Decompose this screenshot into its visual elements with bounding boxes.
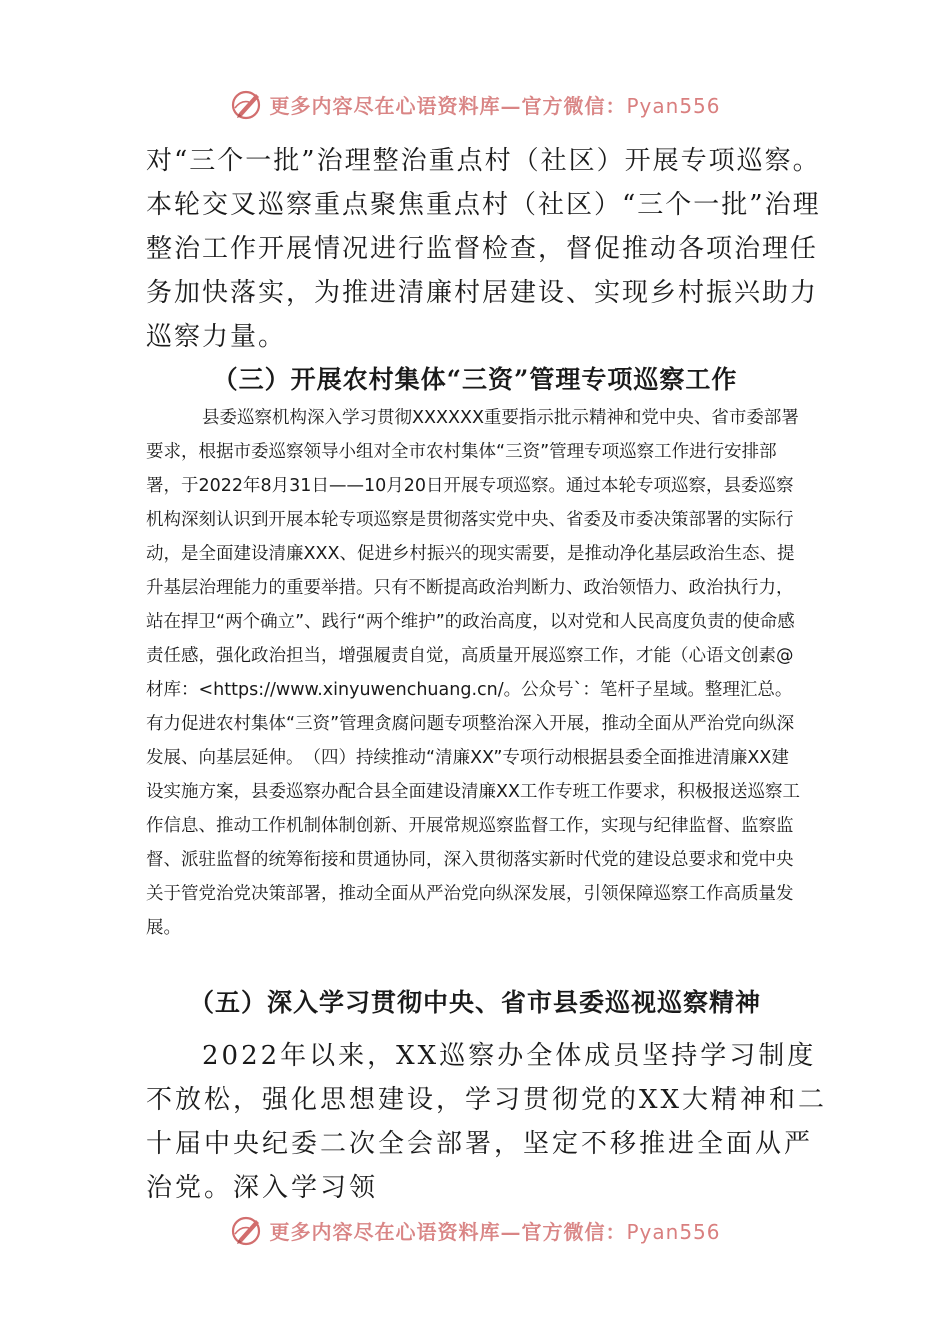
header-banner [0,84,950,124]
footer-banner [0,1210,950,1250]
section-heading-3: （三）开展农村集体“三资”管理专项巡察工作 [212,365,738,394]
section-heading-5: （五）深入学习贯彻中央、省市县委巡视巡察精神 [188,988,761,1017]
banner-text: 更多内容尽在心语资料库—官方微信：Pyan556 [269,93,721,118]
section-5-text-block [146,1034,836,1210]
pen-logo-icon [229,1212,265,1248]
section-5-paragraph: 2022年以来，XX巡察办全体成员坚持学习制度不放松，强化思想建设，学习贯彻党的XX大精神和二十届中央纪委二次全会部署，坚定不移推进全面从严治党。深入学习领 [146,1041,828,1203]
intro-text-block [146,139,836,359]
section-3-text-block [146,401,806,945]
section-3-paragraph: 县委巡察机构深入学习贯彻XXXXXX重要指示批示精神和党中央、省市委部署要求，根据市委巡察领导小组对全市农村集体“三资”管理专项巡察工作进行安排部署，于2022年8月31日——10月20日开展专项巡察。通过本轮专项巡察，县委巡察机构深刻认识到开展本轮专项巡察是贯彻落实党中央、省委及市委决策部署的实际行动，是全面建设清廉XXX、促进乡村振兴的现实需要，是推动净化基层政治生态、提升基层治理能力的重要举措。只有不断提高政治判断力、政治领悟力、政治执行力，站在捍卫“两个确立”、践行“两个维护”的政治高度，以对党和人民高度负责的使命感责任感，强化政治担当，增强履责自觉，高质量开展巡察工作，才能（心语文创素@材库：<https://www.xinyuwenchuang.cn/。公众号`：笔杆子星域。整理汇总。有力促进农村集体“三资”管理贪腐问题专项整治深入开展，推动全面从严治党向纵深发展、向基层延伸。 （四）持续推动“清廉XX”专项行动根据县委全面推进清廉XX建设实施方案，县委巡察办配合县全面建设清廉XX工作专班工作要求，积极报送巡察工作信息、推动工作机制体制创新、开展常规巡察监督工作，实现与纪律监督、监察监督、派驻监督的统筹衔接和贯通协同，深入贯彻落实新时代党的建设总要求和党中央关于管党治党决策部署，推动全面从严治党向纵深发展，引领保障巡察工作高质量发展。 [146,408,800,938]
intro-paragraph: 对“三个一批”治理整治重点村（社区）开展专项巡察。本轮交叉巡察重点聚焦重点村（社区）“三个一批”治理整治工作开展情况进行监督检查，督促推动各项治理任务加快落实，为推进清廉村居建设、实现乡村振兴助力巡察力量。 [146,146,821,352]
banner-text: 更多内容尽在心语资料库—官方微信：Pyan556 [269,1219,721,1244]
pen-logo-icon [229,86,265,122]
